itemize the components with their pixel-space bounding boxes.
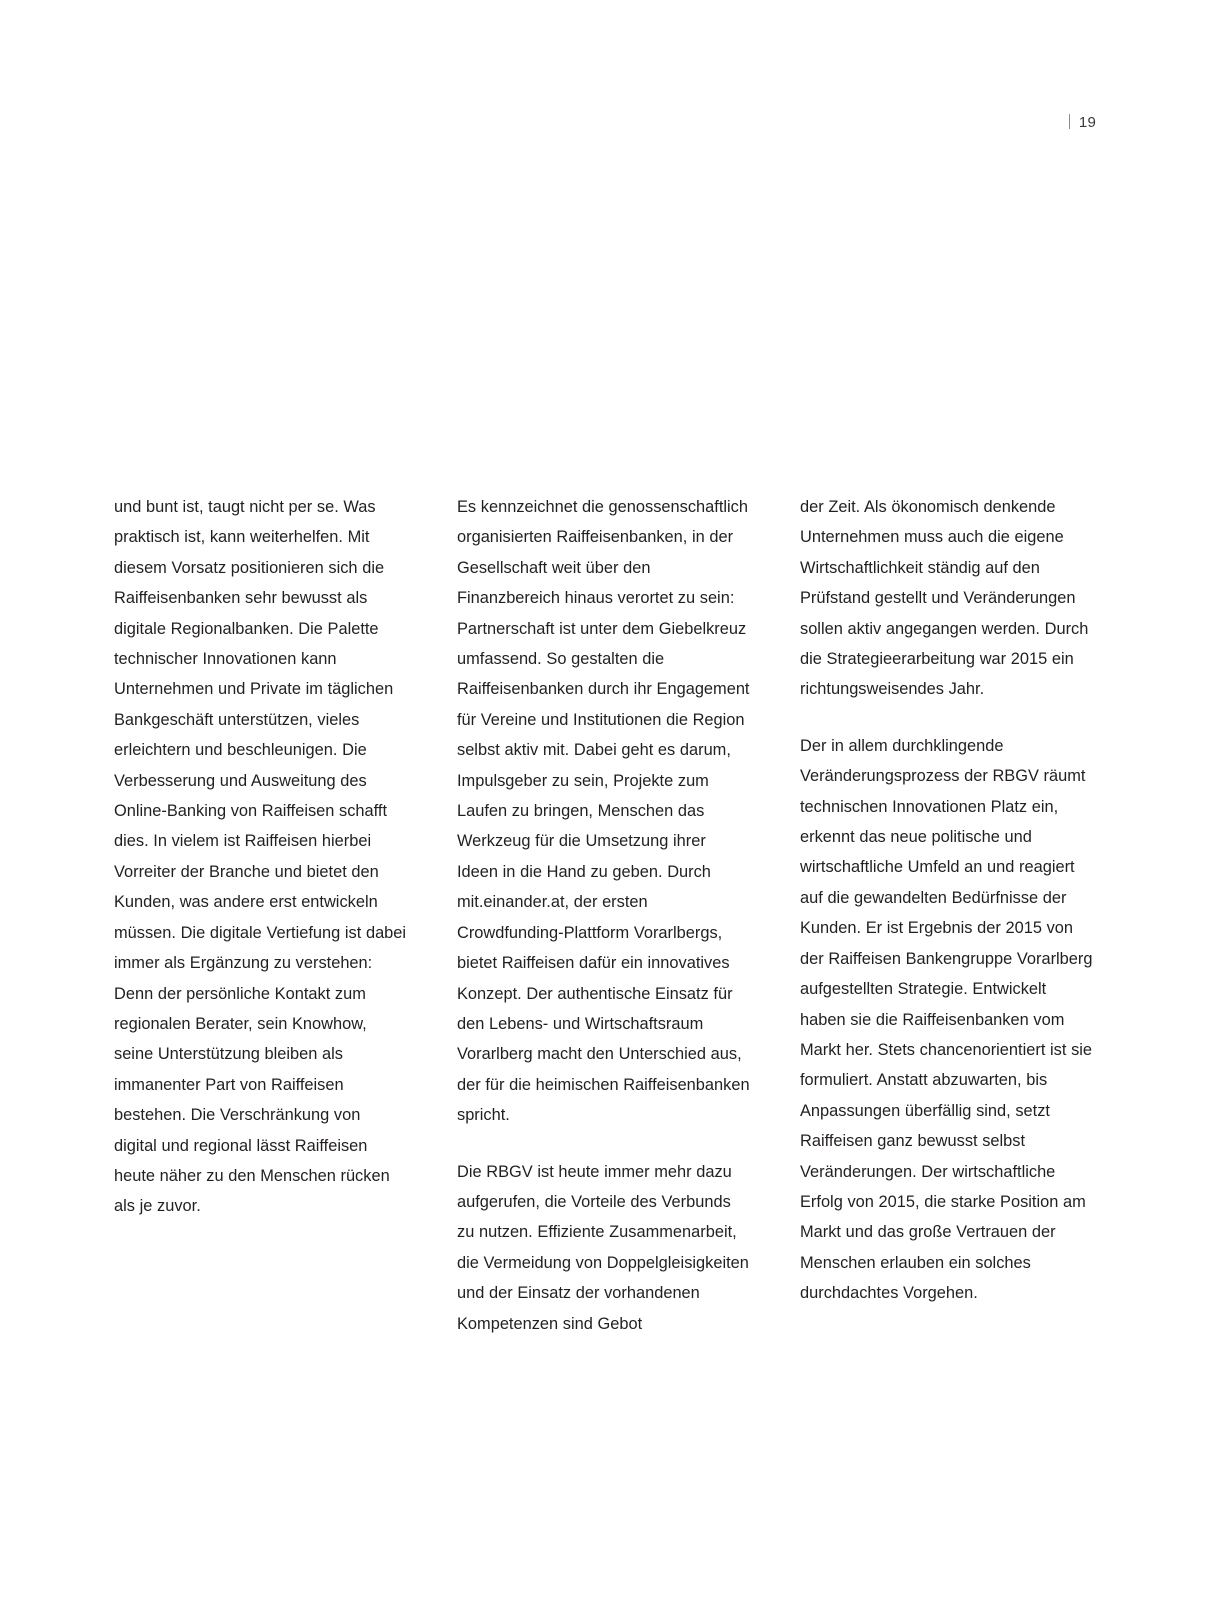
page-number: 19 xyxy=(1078,114,1096,131)
text-column-2 xyxy=(457,492,750,1339)
text-column-3 xyxy=(800,492,1093,1339)
paragraph: Es kennzeichnet die genossenschaftlich organisierten Raiffeisenbanken, in der Gesellschaft weit über den Finanzbereich hinaus verortet zu sein: Partnerschaft ist unter dem Giebelkreuz umfassend. So gestalten die Raiffeisenbanken durch ihr Engagement für Vereine und Institutionen die Region selbst aktiv mit. Dabei geht es darum, Impulsgeber zu sein, Projekte zum Laufen zu bringen, Menschen das Werkzeug für die Umsetzung ihrer Ideen in die Hand zu geben. Durch mit.einander.at, der ersten Crowdfunding-Plattform Vorarlbergs, bietet Raiffeisen dafür ein innovatives Konzept. Der authentische Einsatz für den Lebens- und Wirtschaftsraum Vorarlberg macht den Unterschied aus, der für die heimischen Raiffeisenbanken spricht. xyxy=(457,498,750,1125)
paragraph: Die RBGV ist heute immer mehr dazu aufgerufen, die Vorteile des Verbunds zu nutzen. Effiziente Zusammenarbeit, die Vermeidung von Doppelgleisigkeiten und der Einsatz der vorhandenen Kompetenzen sind Gebot xyxy=(457,1162,749,1333)
paragraph: und bunt ist, taugt nicht per se. Was praktisch ist, kann weiterhelfen. Mit diesem Vorsatz positionieren sich die Raiffeisenbanken sehr bewusst als digitale Regionalbanken. Die Palette technischer Innovationen kann Unternehmen und Private im täglichen Bankgeschäft unterstützen, vieles erleichtern und beschleunigen. Die Verbesserung und Ausweitung des Online-Banking von Raiffeisen schafft dies. In vielem ist Raiffeisen hierbei Vorreiter der Branche und bietet den Kunden, was andere erst entwickeln müssen. Die digitale Vertiefung ist dabei immer als Ergänzung zu verstehen: Denn der persönliche Kontakt zum regionalen Berater, sein Knowhow, seine Unterstützung bleiben als immanenter Part von Raiffeisen bestehen. Die Verschränkung von digital und regional lässt Raiffeisen heute näher zu den Menschen rücken als je zuvor. xyxy=(114,498,407,1216)
page-folio xyxy=(1069,112,1096,131)
paragraph: Der in allem durchklingende Veränderungsprozess der RBGV räumt technischen Innovationen Platz ein, erkennt das neue politische und wirtschaftliche Umfeld an und reagiert auf die gewandelten Bedürfnisse der Kunden. Er ist Ergebnis der 2015 von der Raiffeisen Bankengruppe Vorarlberg aufgestellten Strategie. Entwickelt haben sie die Raiffeisenbanken vom Markt her. Stets chancenorientiert ist sie formuliert. Anstatt abzuwarten, bis Anpassungen überfällig sind, setzt Raiffeisen ganz bewusst selbst Veränderungen. Der wirtschaftliche Erfolg von 2015, die starke Position am Markt und das große Vertrauen der Menschen erlauben ein solches durchdachtes Vorgehen. xyxy=(800,736,1093,1303)
text-columns xyxy=(114,492,1094,1339)
text-column-1 xyxy=(114,492,407,1339)
folio-rule xyxy=(1069,114,1070,129)
paragraph: der Zeit. Als ökonomisch denkende Unternehmen muss auch die eigene Wirtschaftlichkeit ständig auf den Prüfstand gestellt und Veränderungen sollen aktiv angegangen werden. Durch die Strategieerarbeitung war 2015 ein richtungsweisendes Jahr. xyxy=(800,498,1089,699)
